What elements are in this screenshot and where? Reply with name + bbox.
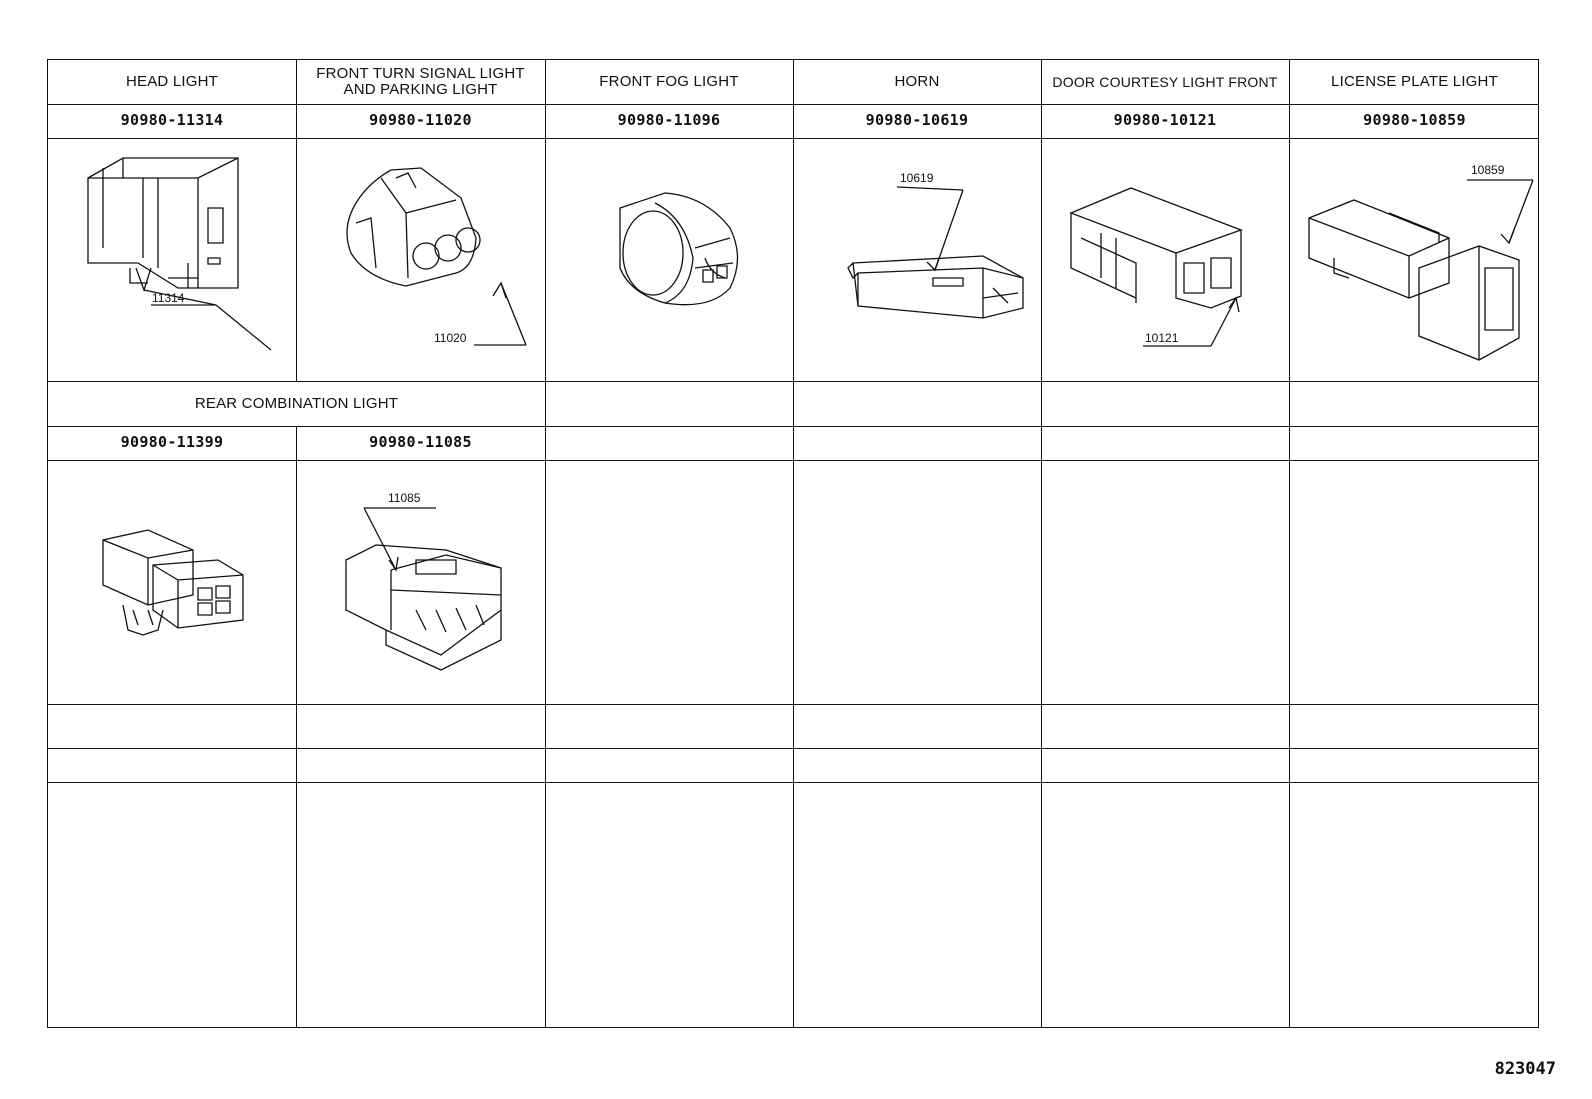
header-front-turn-signal: FRONT TURN SIGNAL LIGHT AND PARKING LIGHT — [316, 65, 525, 98]
part-number: 90980-11096 — [617, 111, 721, 130]
fog-light-connector-icon — [545, 138, 793, 381]
horn-connector-icon — [793, 138, 1041, 381]
part-number: 90980-11399 — [120, 433, 224, 452]
callout-10121: 10121 — [1145, 331, 1179, 345]
part-number: 90980-11314 — [120, 111, 224, 130]
part-number: 90980-11085 — [369, 433, 472, 452]
rear-combination-connector-b-icon — [296, 460, 545, 704]
callout-11085: 11085 — [388, 491, 421, 505]
connector-table — [47, 59, 1539, 1028]
part-number: 90980-10859 — [1363, 111, 1466, 130]
turn-signal-connector-icon — [296, 138, 545, 381]
part-number: 90980-11020 — [369, 111, 472, 130]
document-code: 823047 — [1494, 1059, 1556, 1079]
header-door-courtesy-light: DOOR COURTESY LIGHT FRONT — [1052, 73, 1278, 90]
callout-11020: 11020 — [434, 331, 467, 345]
header-head-light: HEAD LIGHT — [125, 73, 218, 91]
header-license-plate-light: LICENSE PLATE LIGHT — [1331, 73, 1498, 91]
part-number: 90980-10121 — [1113, 111, 1217, 130]
part-number: 90980-10619 — [865, 111, 969, 130]
header-horn: HORN — [894, 73, 940, 91]
callout-10619: 10619 — [900, 171, 934, 185]
header-front-fog-light: FRONT FOG LIGHT — [599, 73, 739, 91]
callout-11314: 11314 — [152, 291, 185, 305]
header-rear-combination-light: REAR COMBINATION LIGHT — [194, 394, 399, 412]
license-plate-connector-icon — [1289, 138, 1540, 381]
callout-10859: 10859 — [1471, 163, 1505, 177]
rear-combination-connector-a-icon — [48, 460, 296, 704]
head-light-connector-icon — [48, 138, 296, 381]
door-courtesy-connector-icon — [1041, 138, 1289, 381]
